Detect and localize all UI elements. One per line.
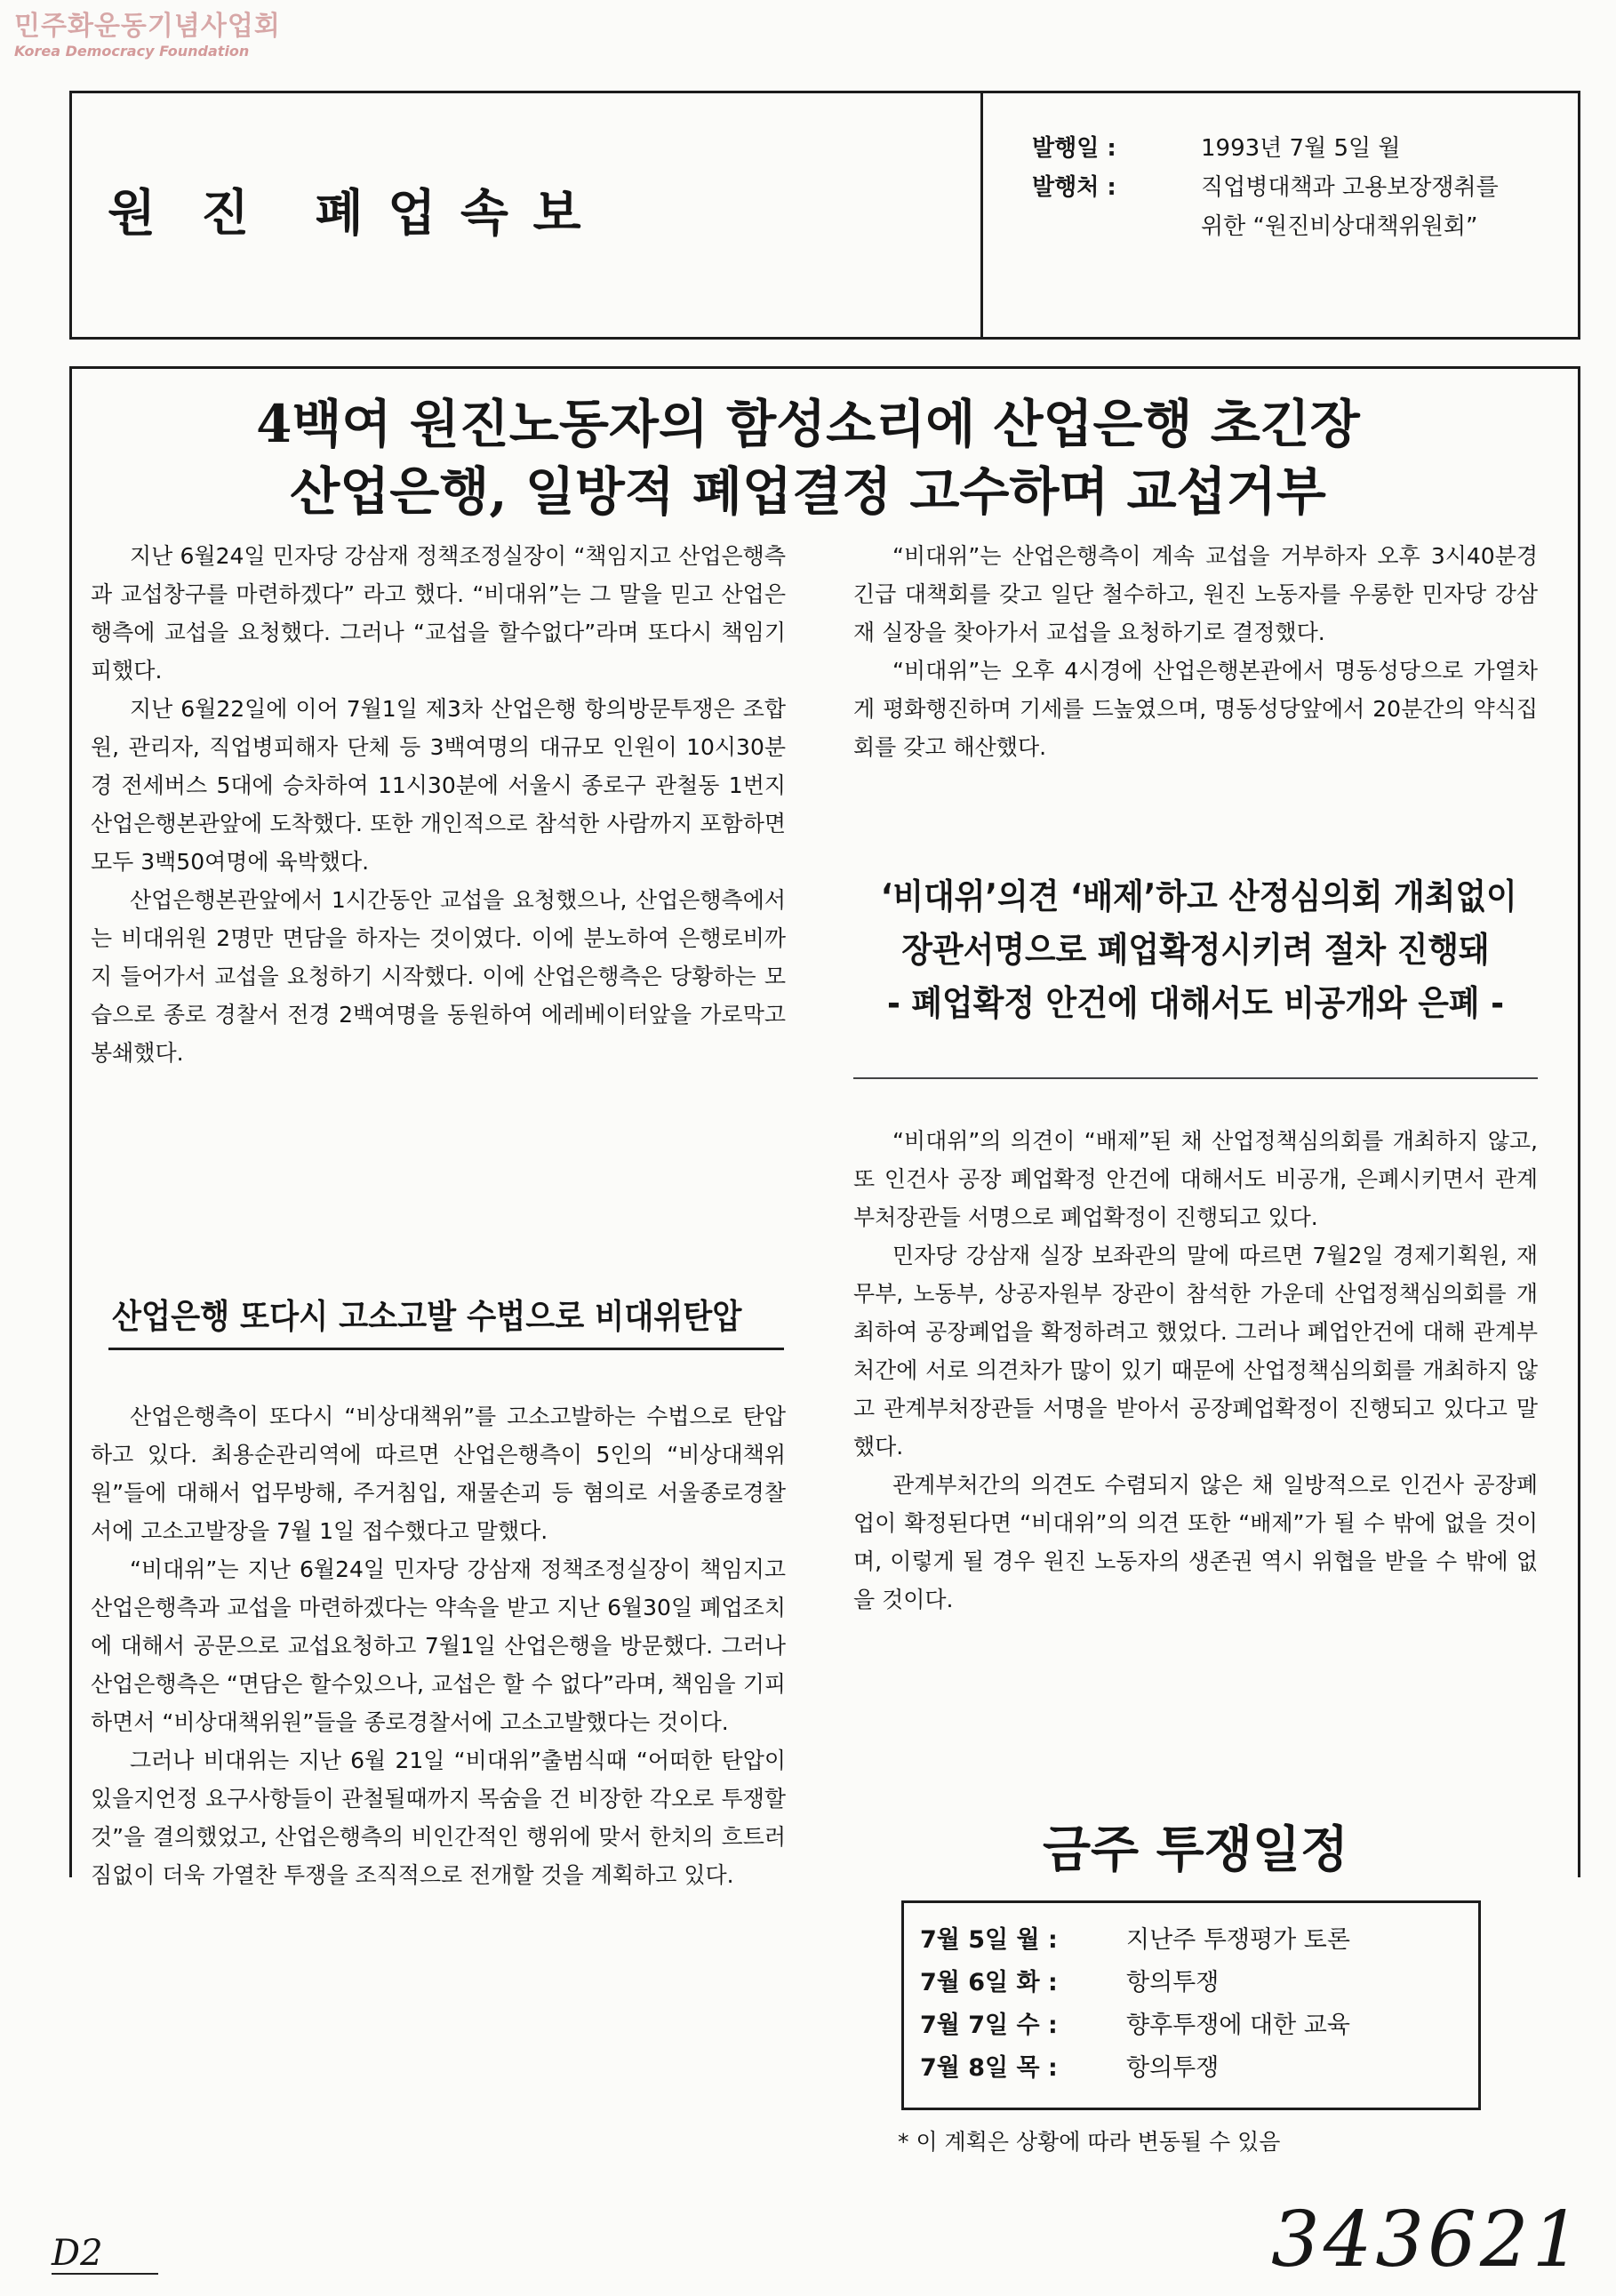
- right-subheadline: [853, 871, 1538, 1031]
- schedule-item: [920, 2047, 1478, 2090]
- publisher-row: [1032, 168, 1499, 207]
- schedule-day: 7월 5일 월 :: [920, 1926, 1058, 1954]
- schedule-day: 7월 6일 화 :: [920, 1969, 1058, 1996]
- left-subheadline-underline: [108, 1348, 784, 1350]
- publisher-label: 발행처 :: [1032, 174, 1116, 201]
- headline-line2: 산업은행, 일방적 폐업결정 고수하며 교섭거부: [290, 461, 1326, 522]
- paragraph: “비대위”의 의견이 “배제”된 채 산업정책심의회를 개최하지 않고, 또 인건사 공장 폐업확정 안건에 대해서도 비공개, 은폐시키면서 관계부처장관들 서명으로 폐업확정이 진행되고 있다.: [853, 1128, 1538, 1230]
- handwritten-archive-number: 343621: [1271, 2196, 1585, 2284]
- right-subheadline-line3: - 폐업확정 안건에 대해서도 비공개와 은폐 -: [887, 984, 1504, 1024]
- schedule-item: [920, 2004, 1478, 2047]
- schedule-box: [901, 1900, 1481, 2110]
- paragraph: “비대위”는 오후 4시경에 산업은행본관에서 명동성당으로 가열차게 평화행진하며 기세를 드높였으며, 명동성당앞에서 20분간의 약식집회를 갖고 해산했다.: [853, 658, 1538, 760]
- issue-date: 1993년 7월 5일 월: [1201, 135, 1401, 162]
- right-subheadline-rule: [853, 1077, 1538, 1079]
- publisher-line2: 위한 “원진비상대책위원회”: [1201, 213, 1478, 240]
- right-subheadline-line1: ‘비대위’의견 ‘배제’하고 산정심의회 개최없이: [880, 877, 1517, 917]
- headline-line1: 4백여 원진노동자의 함성소리에 산업은행 초긴장: [256, 394, 1360, 454]
- paragraph: 민자당 강삼재 실장 보좌관의 말에 따르면 7월2일 경제기획원, 재무부, 노동부, 상공자원부 장관이 참석한 가운데 산업정책심의회를 개최하여 공장폐업을 확정하려고 했었다. 그러나 폐업안건에 대해 관계부처간에 서로 의견차가 많이 있기 때문에 산업정책심의회를 개최하지 않고 관계부처장관들 서명을 받아서 공장폐업확정이 진행되고 있다고 말했다.: [853, 1243, 1538, 1460]
- left-subheadline: 산업은행 또다시 고소고발 수법으로 비대위탄압: [112, 1297, 742, 1336]
- schedule-activity: 향후투쟁에 대한 교육: [1126, 2012, 1350, 2039]
- paragraph: 산업은행측이 또다시 “비상대책위”를 고소고발하는 수법으로 탄압하고 있다. 최용순관리역에 따르면 산업은행측이 5인의 “비상대책위원”들에 대해서 업무방해, 주거침입, 재물손괴 등 혐의로 서울종로경찰서에 고소고발장을 7월 1일 접수했다고 말했다.: [91, 1404, 786, 1544]
- paragraph: “비대위”는 지난 6월24일 민자당 강삼재 정책조정실장이 책임지고 산업은행측과 교섭을 마련하겠다는 약속을 받고 지난 6월30일 폐업조치에 대해서 공문으로 교섭요청하고 7월1일 산업은행을 방문했다. 그러나 산업은행측은 “면담은 할수있으나, 교섭은 할 수 없다”라며, 책임을 기피 하면서 “비상대책위원”들을 종로경찰서에 고소고발했다는 것이다.: [91, 1556, 786, 1735]
- right-subheadline-line2: 장관서명으로 폐업확정시키려 절차 진행돼: [901, 931, 1490, 971]
- paragraph: 그러나 비대위는 지난 6월 21일 “비대위”출범식때 “어떠한 탄압이 있을지언정 요구사항들이 관철될때까지 목숨을 건 비장한 각오로 투쟁할것”을 결의했었고, 산업은행측의 비인간적인 행위에 맞서 한치의 흐트러짐없이 더욱 가열찬 투쟁을 조직적으로 전개할 것을 계획하고 있다.: [91, 1748, 786, 1888]
- handwritten-page-mark: D2: [52, 2233, 103, 2274]
- left-column-article: [91, 537, 786, 1072]
- masthead-divider: [980, 93, 983, 337]
- schedule-activity: 항의투쟁: [1126, 2054, 1220, 2082]
- issue-date-label: 발행일 :: [1032, 135, 1116, 162]
- schedule-title: 금주 투쟁일정: [1042, 1820, 1349, 1879]
- handwritten-underline: [52, 2273, 158, 2275]
- schedule-note: * 이 계획은 상황에 따라 변동될 수 있음: [898, 2129, 1281, 2155]
- paragraph: 지난 6월22일에 이어 7월1일 제3차 산업은행 항의방문투쟁은 조합원, 관리자, 직업병피해자 단체 등 3백여명의 대규모 인원이 10시30분경 전세버스 5대에 승차하여 11시30분에 서울시 종로구 관철동 1번지 산업은행본관앞에 도착했다. 또한 개인적으로 참석한 사람까지 포함하면 모두 3백50여명에 육박했다.: [91, 696, 786, 875]
- paragraph: 지난 6월24일 민자당 강삼재 정책조정실장이 “책임지고 산업은행측과 교섭창구를 마련하겠다” 라고 했다. “비대위”는 그 말을 믿고 산업은행측에 교섭을 요청했다. 그러나 “교섭을 할수없다”라며 또다시 책임기피했다.: [91, 543, 786, 684]
- paragraph: “비대위”는 산업은행측이 계속 교섭을 거부하자 오후 3시40분경 긴급 대책회를 갖고 일단 철수하고, 원진 노동자를 우롱한 민자당 강삼재 실장을 찾아가서 교섭을 요청하기로 결정했다.: [853, 543, 1538, 645]
- paragraph: 관계부처간의 의견도 수렴되지 않은 채 일방적으로 인건사 공장폐업이 확정된다면 “비대위”의 의견 또한 “배제”가 될 수 밖에 없을 것이며, 이렇게 될 경우 원진 노동자의 생존권 역시 위협을 받을 수 밖에 없을 것이다.: [853, 1472, 1538, 1612]
- schedule-activity: 항의투쟁: [1126, 1969, 1220, 1996]
- schedule-item: [920, 1962, 1478, 2004]
- schedule-item: [920, 1919, 1478, 1962]
- paper-title: 원 진 폐 업 속 보: [108, 184, 585, 243]
- foundation-watermark: [14, 11, 281, 60]
- publisher-row-cont: [1032, 207, 1499, 246]
- issue-info: [1032, 129, 1499, 246]
- watermark-korean: 민주화운동기념사업회: [14, 11, 281, 42]
- schedule-day: 7월 8일 목 :: [920, 2054, 1058, 2082]
- issue-date-row: [1032, 129, 1499, 168]
- schedule-day: 7월 7일 수 :: [920, 2012, 1058, 2039]
- left-column-article-2: [91, 1397, 786, 1894]
- watermark-english: Korea Democracy Foundation: [14, 43, 250, 60]
- right-column-article: [853, 537, 1538, 766]
- paragraph: 산업은행본관앞에서 1시간동안 교섭을 요청했으나, 산업은행측에서는 비대위원 2명만 면담을 하자는 것이였다. 이에 분노하여 은행로비까지 들어가서 교섭을 요청하기 시작했다. 이에 산업은행측은 당황하는 모습으로 종로 경찰서 전경 2백여명을 동원하여 에레베이터앞을 가로막고 봉쇄했다.: [91, 887, 786, 1066]
- publisher-line1: 직업병대책과 고용보장쟁취를: [1201, 174, 1499, 201]
- right-column-article-2: [853, 1122, 1538, 1619]
- schedule-activity: 지난주 투쟁평가 토론: [1126, 1926, 1350, 1954]
- masthead: [69, 91, 1580, 340]
